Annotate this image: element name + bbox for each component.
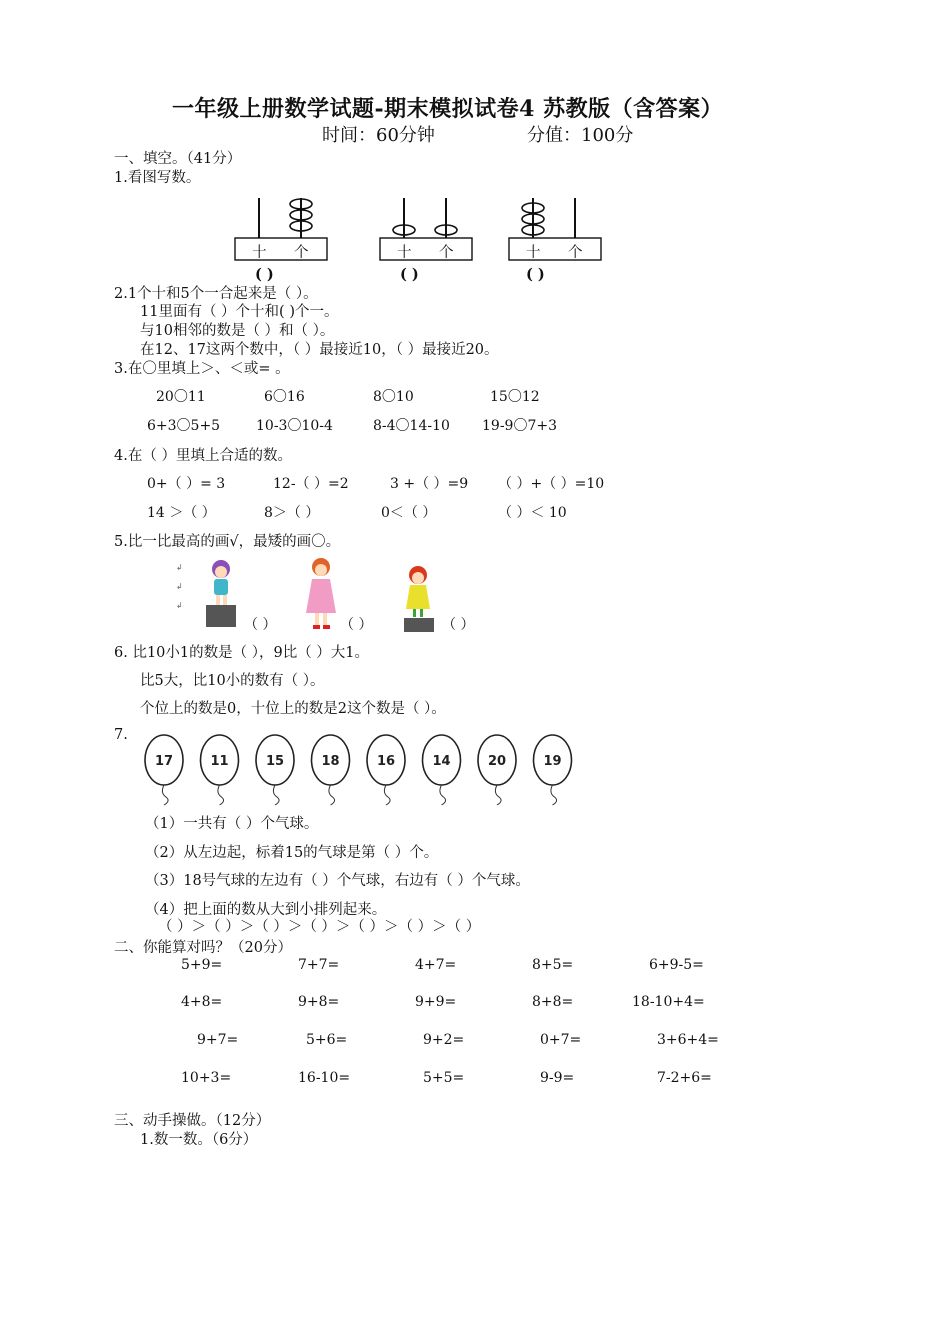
q4-item: 14 ＞（ ） — [147, 505, 216, 521]
q6-line-1: 6. 比10小1的数是（ ），9比（ ）大1。 — [114, 645, 370, 661]
q7-sub-4: （4）把上面的数从大到小排列起来。 — [145, 902, 387, 918]
balloon-string — [551, 785, 557, 805]
section2-heading: 二、你能算对吗？（20分） — [114, 940, 292, 956]
balloon-string — [495, 785, 501, 805]
q5-blank-3: （ ） — [442, 617, 475, 633]
q4-item: 8＞（ ） — [264, 505, 320, 521]
calc-item: 9+9= — [415, 994, 457, 1010]
q3-item: 10-3〇10-4 — [256, 418, 333, 434]
girl-1-on-box — [206, 560, 236, 627]
calc-item: 7+7= — [298, 957, 340, 973]
calc-item: 5+9= — [181, 957, 223, 973]
q7-sub-3: （3）18号气球的左边有（ ）个气球，右边有（ ）个气球。 — [145, 873, 530, 889]
calc-item: 9+7= — [197, 1032, 239, 1048]
q2-line-4: 在12、17这两个数中，（ ）最接近10，（ ）最接近20。 — [140, 342, 499, 358]
q4-item: （ ）＜ 10 — [498, 505, 567, 521]
abacus-2-tens-label: 十 — [397, 245, 412, 261]
calc-item: 16-10= — [298, 1070, 351, 1086]
q2-line-3: 与10相邻的数是（ ）和（ ）。 — [140, 323, 335, 339]
balloon-number: 14 — [432, 754, 451, 769]
q3-item: 19-9〇7+3 — [482, 418, 557, 434]
q5-blank-1: （ ） — [244, 617, 277, 633]
score-info: 分值：100分 — [527, 125, 634, 146]
calc-item: 3+6+4= — [657, 1032, 719, 1048]
balloon-string — [273, 785, 279, 805]
q4-item: 0＜（ ） — [381, 505, 437, 521]
abacus-1-tens-label: 十 — [252, 245, 267, 261]
q3-item: 8-4〇14-10 — [373, 418, 450, 434]
balloon-row — [140, 730, 580, 806]
calc-item: 7-2+6= — [657, 1070, 712, 1086]
q6-line-3: 个位上的数是0，十位上的数是2这个数是（ ）。 — [140, 701, 446, 717]
balloon-number: 16 — [376, 754, 396, 769]
balloon-number: 20 — [487, 754, 507, 769]
balloon — [478, 735, 516, 805]
balloon — [201, 735, 239, 805]
q5-label: 5.比一比最高的画√，最矮的画〇。 — [114, 534, 341, 550]
calc-item: 6+9-5= — [649, 957, 704, 973]
page-title: 一年级上册数学试题-期末模拟试卷4 苏教版（含答案） — [172, 96, 724, 122]
q5-blank-2: （ ） — [340, 617, 373, 633]
q3-item: 8〇10 — [373, 389, 414, 405]
q3-item: 6+3〇5+5 — [147, 418, 221, 434]
balloon-number: 17 — [154, 754, 174, 769]
balloon-string — [218, 785, 224, 805]
abacus-2-answer: ( ) — [400, 266, 419, 283]
section3-q1: 1.数一数。（6分） — [140, 1132, 258, 1148]
calc-item: 4+7= — [415, 957, 457, 973]
q2-line-1: 2.1个十和5个一合起来是（ ）。 — [114, 286, 318, 302]
balloon-number: 19 — [543, 754, 562, 769]
abacus-1-answer: ( ) — [255, 266, 274, 283]
balloon — [256, 735, 294, 805]
abacus-base — [235, 238, 327, 260]
girl-2 — [306, 558, 336, 629]
q3-item: 20〇11 — [156, 389, 206, 405]
q3-label: 3.在〇里填上＞、＜或= 。 — [114, 361, 290, 377]
abacus-3 — [506, 196, 606, 288]
balloon-number: 15 — [265, 754, 285, 769]
balloon — [367, 735, 405, 805]
calc-item: 9+2= — [423, 1032, 465, 1048]
q4-item: 0+（ ）= 3 — [147, 476, 226, 492]
girl-3-on-box — [404, 566, 434, 632]
balloon — [145, 735, 183, 805]
balloon-string — [440, 785, 446, 805]
balloon — [423, 735, 461, 805]
q4-item: 12-（ ）=2 — [273, 476, 349, 492]
q7-sub-2: （2）从左边起，标着15的气球是第（ ）个。 — [145, 845, 439, 861]
q2-line-2: 11里面有（ ）个十和( )个一。 — [140, 304, 339, 320]
q4-item: 3 +（ ）=9 — [390, 476, 469, 492]
balloon-string — [162, 785, 168, 805]
q6-line-2: 比5大，比10小的数有（ ）。 — [140, 673, 325, 689]
calc-item: 5+6= — [306, 1032, 348, 1048]
calc-item: 4+8= — [181, 994, 223, 1010]
balloons-svg — [140, 730, 580, 806]
time-info: 时间：60分钟 — [322, 125, 435, 146]
q7-label: 7. — [114, 727, 128, 743]
balloon-string — [384, 785, 390, 805]
q3-item: 6〇16 — [264, 389, 305, 405]
q7-order-line: （ ）＞（ ）＞（ ）＞（ ）＞（ ）＞（ ）＞（ ） — [158, 919, 481, 935]
calc-item: 5+5= — [423, 1070, 465, 1086]
abacus-base — [509, 238, 601, 260]
q3-item: 15〇12 — [490, 389, 540, 405]
abacus-2-ones-label: 个 — [439, 245, 454, 261]
abacus-base — [380, 238, 472, 260]
calc-item: 9+8= — [298, 994, 340, 1010]
section1-heading: 一、填空。（41分） — [114, 151, 242, 167]
balloon — [534, 735, 572, 805]
abacus-3-tens-label: 十 — [526, 245, 541, 261]
svg-text:↲: ↲ — [176, 601, 183, 610]
q4-item: （ ）+（ ）=10 — [498, 476, 605, 492]
abacus-2 — [377, 196, 477, 288]
q4-label: 4.在（ ）里填上合适的数。 — [114, 448, 292, 464]
svg-text:↲: ↲ — [176, 563, 183, 572]
calc-item: 0+7= — [540, 1032, 582, 1048]
balloon-number: 11 — [210, 754, 229, 769]
balloon — [312, 735, 350, 805]
q7-sub-1: （1）一共有（ ）个气球。 — [145, 816, 319, 832]
calc-item: 18-10+4= — [632, 994, 705, 1010]
balloon-number: 18 — [321, 754, 340, 769]
section3-heading: 三、动手操做。（12分） — [114, 1113, 271, 1129]
abacus-3-answer: ( ) — [526, 266, 545, 283]
abacus-1-ones-label: 个 — [294, 245, 309, 261]
calc-item: 8+8= — [532, 994, 574, 1010]
calc-item: 9-9= — [540, 1070, 575, 1086]
svg-text:↲: ↲ — [176, 582, 183, 591]
calc-item: 8+5= — [532, 957, 574, 973]
q1-label: 1.看图写数。 — [114, 170, 201, 186]
balloon-string — [329, 785, 335, 805]
calc-item: 10+3= — [181, 1070, 232, 1086]
abacus-3-ones-label: 个 — [568, 245, 583, 261]
abacus-1 — [232, 196, 332, 288]
